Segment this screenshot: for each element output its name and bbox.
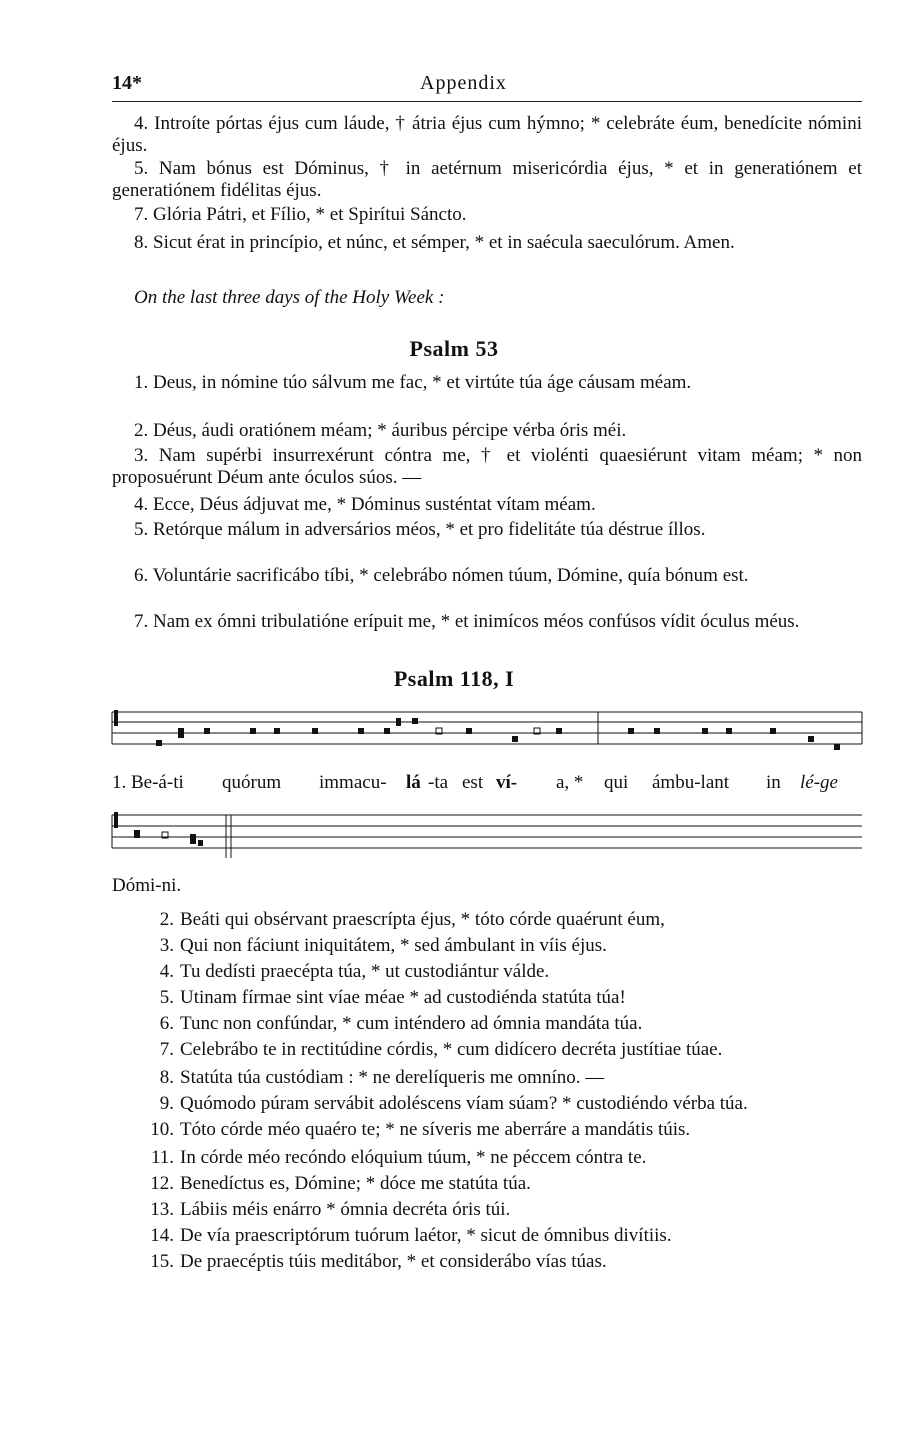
syllable: quórum: [222, 772, 282, 793]
clef-2: [114, 812, 118, 828]
syllable: a, *: [556, 772, 584, 793]
syllable: est: [462, 772, 484, 793]
verse-line: 7. Celebrábo te in rectitúdine córdis, * cum didícero decréta justítiae túae.: [159, 1039, 723, 1060]
verse-5: 5. Nam bónus est Dóminus, † in aetérnum misericórdia éjus, * et in generatiónem et generatiónem fidélitas éjus.: [112, 158, 862, 201]
verse-line: 13. Lábiis méis enárro * ómnia decréta óris túi.: [150, 1199, 511, 1220]
verse-line: 8. Statúta túa custódiam : * ne derelíqueris me omníno. —: [159, 1067, 605, 1088]
psalm-53-title: Psalm 53: [409, 336, 499, 361]
chant-ending: Dómi-ni.: [112, 875, 182, 896]
page-number: 14*: [112, 72, 142, 94]
staff-2: [112, 815, 862, 858]
syllable: in: [766, 772, 781, 793]
psalm53-verse: 4. Ecce, Déus ádjuvat me, * Dóminus susténtat vítam méam.: [134, 494, 596, 515]
verse-gloria: 7. Glória Pátri, et Fílio, * et Spirítui Sáncto.: [134, 204, 467, 225]
verse-line: 15. De praecéptis túis meditábor, * et considerábo vías túas.: [150, 1251, 607, 1272]
verse-line: 14. De vía praescriptórum tuórum laétor, * sicut de ómnibus divítiis.: [150, 1225, 672, 1246]
syllable: -ta: [428, 772, 449, 793]
syllable: qui: [604, 772, 629, 793]
psalm53-verse: 5. Retórque málum in adversários méos, * et pro fidelitáte túa déstrue íllos.: [134, 519, 706, 540]
psalm53-verse: 6. Voluntárie sacrificábo tíbi, * celebrábo nómen túum, Dómine, quía bónum est.: [134, 565, 749, 586]
verse-line: 9. Quómodo púram servábit adoléscens víam súam? * custodiéndo vérba túa.: [159, 1093, 748, 1114]
psalm53-verse: 2. Déus, áudi oratiónem méam; * áuribus pércipe vérba óris méi.: [134, 420, 627, 441]
clef-1: [114, 710, 118, 726]
verse-4: 4. Introíte pórtas éjus cum láude, † átria éjus cum hýmno; * celebráte éum, benedícite nómini éjus.: [112, 113, 862, 156]
psalm53-verse: 1. Deus, in nómine túo sálvum me fac, * et virtúte túa áge cáusam méam.: [134, 372, 692, 393]
verse-line: 10. Tóto córde méo quaéro te; * ne síveris me aberráre a mandátis túis.: [150, 1119, 691, 1140]
psalm118-verses: [112, 907, 862, 1275]
rubric: On the last three days of the Holy Week :: [134, 287, 445, 308]
neumes-1: [156, 718, 840, 750]
verse-line: 4. Tu dedísti praecépta túa, * ut custodiántur válde.: [159, 961, 550, 982]
syllable: ví-: [496, 772, 518, 793]
staff-1: [112, 712, 862, 744]
verse-line: 2. Beáti qui obsérvant praescrípta éjus, * tóto córde quaérunt éum,: [159, 909, 665, 930]
syllable: lé-ge: [800, 772, 838, 793]
syllable: 1. Be-á-ti: [112, 772, 184, 793]
verse-line: 12. Benedíctus es, Dómine; * dóce me statúta túa.: [150, 1173, 531, 1194]
psalm53-verse: 3. Nam supérbi insurrexérunt cóntra me, † et violénti quaesiérunt vitam méam; * non proposuérunt Déum ante óculos súos. —: [112, 445, 862, 488]
verse-line: 3. Qui non fáciunt iniquitátem, * sed ámbulant in víis éjus.: [159, 935, 607, 956]
syllable: lá: [406, 772, 421, 793]
psalm53-verse: 7. Nam ex ómni tribulatióne erípuit me, * et inimícos méos confúsos vídit óculus méus.: [134, 611, 800, 632]
syllable: immacu-: [319, 772, 387, 793]
psalm-118-title: Psalm 118, I: [393, 666, 515, 691]
verse-line: 6. Tunc non confúndar, * cum inténdero ad ómnia mandáta túa.: [159, 1013, 643, 1034]
verse-line: 5. Utinam fírmae sint víae méae * ad custodiénda statúta túa!: [159, 987, 626, 1008]
running-title: Appendix: [420, 72, 507, 94]
verse-line: 11. In córde méo recóndo elóquium túum, * ne péccem cóntra te.: [150, 1147, 647, 1168]
neumes-2: [134, 830, 203, 846]
verse-sicut-erat: 8. Sicut érat in princípio, et núnc, et sémper, * et in saécula saeculórum. Amen.: [134, 232, 735, 253]
syllable: ámbu-lant: [652, 772, 730, 793]
